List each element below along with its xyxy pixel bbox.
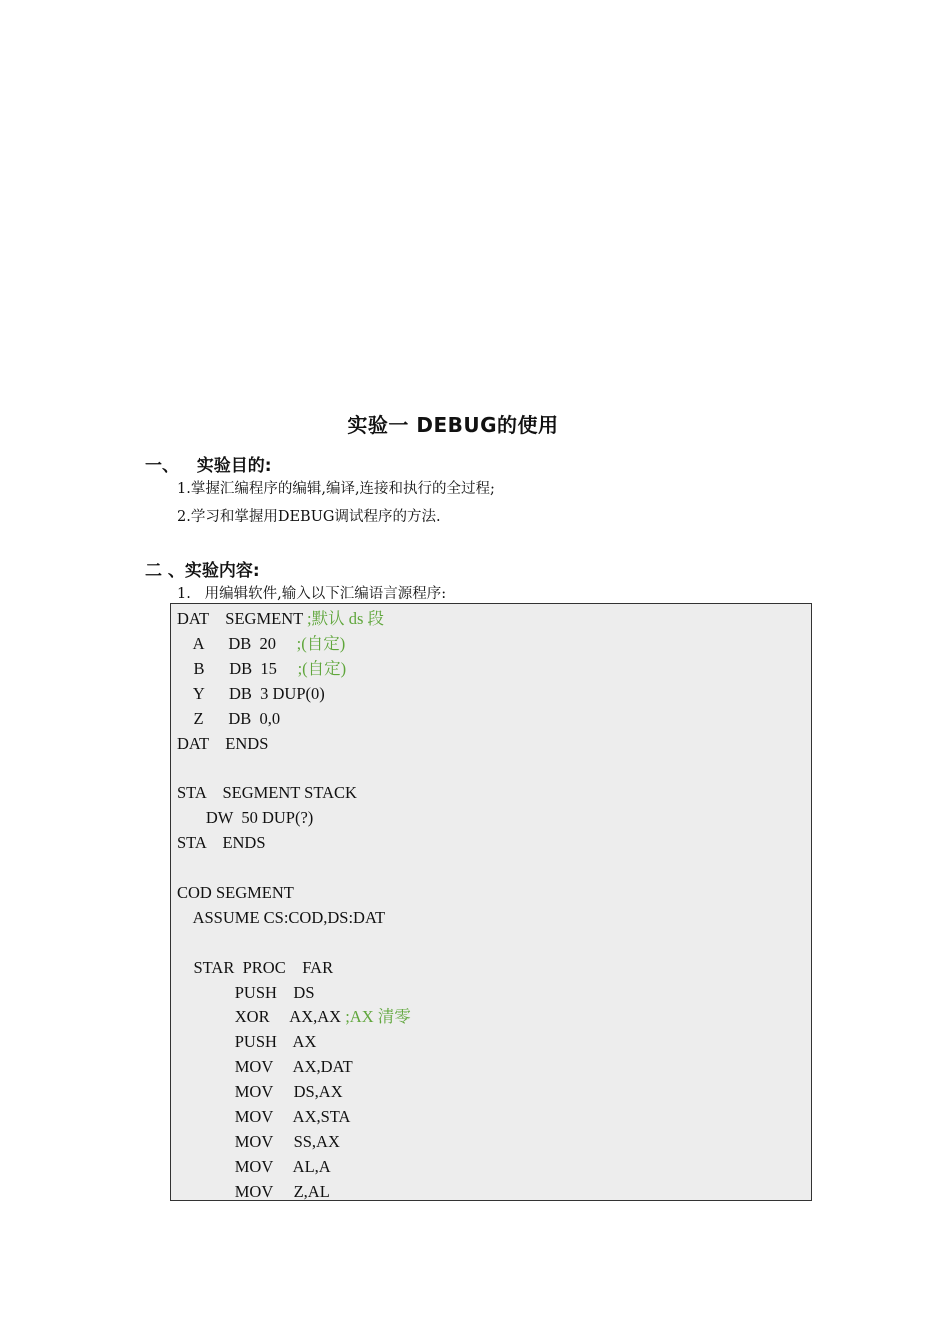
code-line [177,1155,331,1179]
code-text: STA ENDS [177,833,266,853]
code-text: A DB 20 [177,633,297,653]
code-line [177,1055,353,1079]
section-heading-content: 二 、实验内容: [145,561,260,581]
code-line [177,1005,411,1029]
code-line [177,1080,343,1104]
code-comment: ;(自定) [297,658,347,678]
code-text: Z DB 0,0 [177,708,281,728]
code-line [177,781,357,805]
code-block [170,603,812,1201]
page-title: 实验一 DEBUG的使用 [347,413,559,437]
code-line [177,906,385,930]
code-line [177,981,315,1005]
objective-item: 1.掌握汇编程序的编辑,编译,连接和执行的全过程; [177,481,495,497]
code-text: MOV SS,AX [177,1131,340,1151]
section-heading-objective: 一、 实验目的: [145,456,272,476]
code-line [177,632,345,656]
code-text: B DB 15 [177,658,298,678]
code-line [177,707,280,731]
code-text: COD SEGMENT [177,882,294,902]
code-text: DAT SEGMENT [177,609,308,628]
code-line [177,1180,330,1204]
code-line [177,607,384,631]
code-text: PUSH DS [177,982,315,1002]
code-text: DW 50 DUP(?) [177,808,314,828]
code-text: MOV AX,STA [177,1107,351,1126]
code-text: ASSUME CS:COD,DS:DAT [177,907,386,927]
code-line [177,657,346,681]
code-text: XOR AX,AX [177,1007,346,1027]
code-line [177,881,294,905]
code-text: MOV DS,AX [177,1082,343,1102]
code-text: PUSH AX [177,1032,317,1052]
code-comment: ;AX 清零 [345,1007,411,1027]
code-text: Y DB 3 DUP(0) [177,683,325,703]
objective-item: 2.学习和掌握用DEBUG调试程序的方法. [177,509,441,525]
code-text: STAR PROC FAR [177,957,334,977]
code-line [177,806,313,830]
code-line [177,831,266,855]
code-text: MOV AX,DAT [177,1057,353,1077]
code-comment: ;默认 ds 段 [307,609,385,628]
code-text: STA SEGMENT STACK [177,783,357,803]
code-line [177,1105,350,1129]
code-line [177,1030,316,1054]
code-text: DAT ENDS [177,733,269,753]
code-line [177,682,325,706]
code-line [177,732,268,756]
code-comment: ;(自定) [296,633,346,653]
content-item: 1. 用编辑软件,输入以下汇编语言源程序: [177,586,447,602]
code-text: MOV Z,AL [177,1181,330,1201]
code-line [177,1130,340,1154]
code-text: MOV AL,A [177,1156,331,1176]
code-line [177,956,333,980]
